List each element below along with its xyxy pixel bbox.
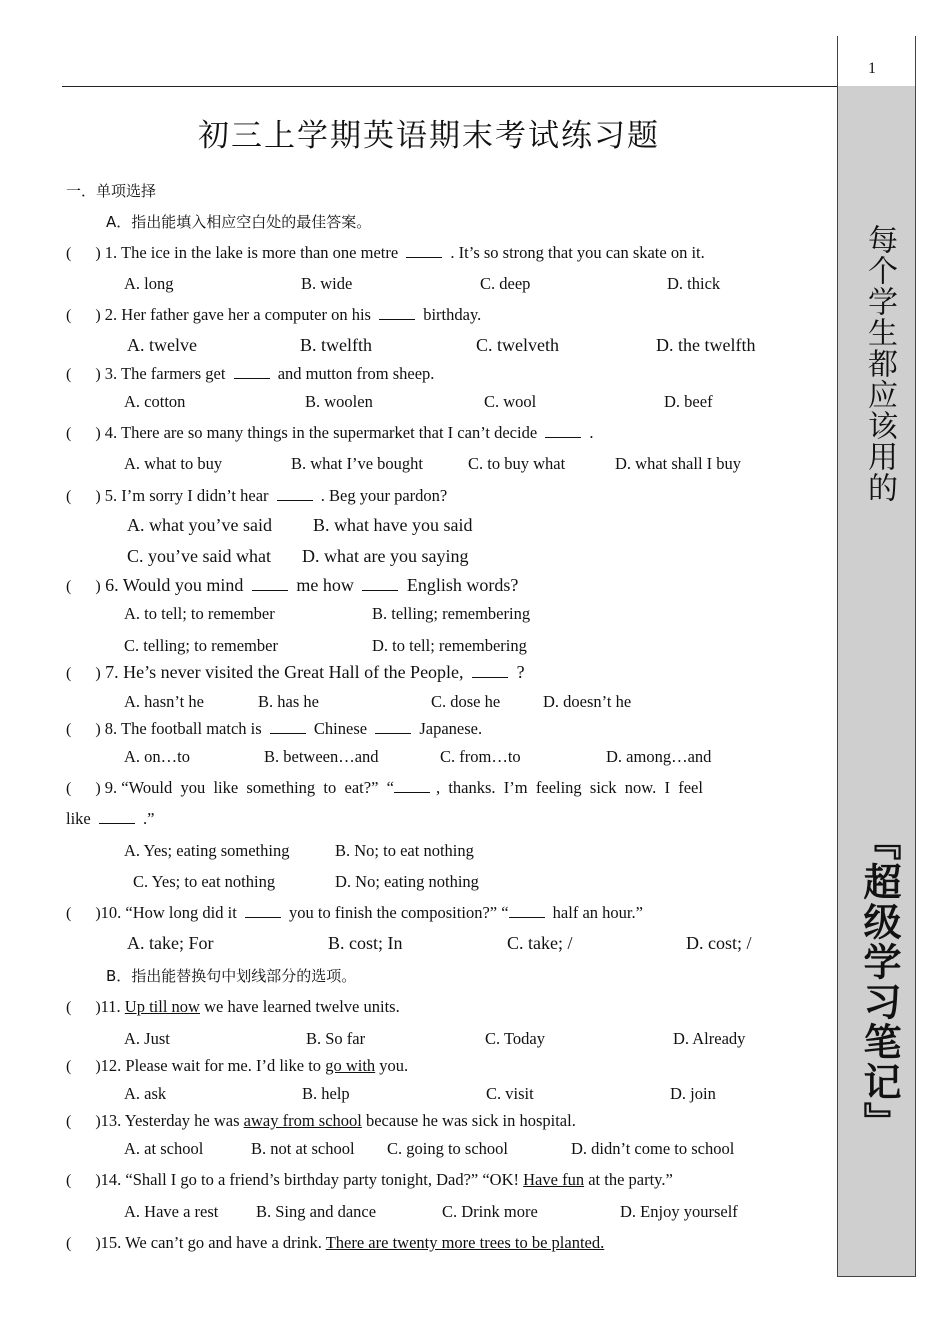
question-4 <box>66 423 594 443</box>
option-d: D. join <box>670 1084 716 1103</box>
option-a: A. Yes; eating something <box>124 841 290 860</box>
answer-blank <box>472 663 508 678</box>
answer-bracket[interactable]: ( ) <box>66 245 101 262</box>
sidebar-bottom-rule <box>837 1276 916 1277</box>
option-c: C. Yes; to eat nothing <box>133 872 276 891</box>
option-a: A. Have a rest <box>124 1202 219 1221</box>
option-d: D. to tell; remembering <box>372 636 527 655</box>
option-c: C. visit <box>486 1084 534 1103</box>
question-8 <box>66 719 482 739</box>
option-d: D. No; eating nothing <box>335 872 479 891</box>
question-text: ? <box>516 662 525 682</box>
option-a: A. on…to <box>124 747 190 766</box>
question-9 <box>66 778 703 798</box>
question-6 <box>66 575 518 596</box>
answer-blank <box>379 305 415 320</box>
question-text: . <box>589 423 594 442</box>
option-b: B. No; to eat nothing <box>335 841 474 860</box>
question-5 <box>66 486 447 506</box>
option-b: B. between…and <box>264 747 379 766</box>
question-text: . It’s so strong that you can skate on it. <box>450 243 705 262</box>
answer-blank <box>545 423 581 438</box>
question-11 <box>66 997 400 1017</box>
question-number: 8. <box>104 719 118 738</box>
option-a: A. to tell; to remember <box>124 604 275 623</box>
question-text: Her father gave her a computer on his <box>121 305 371 324</box>
underlined-phrase: There are twenty more trees to be planted. <box>325 1233 605 1252</box>
question-2 <box>66 305 481 325</box>
question-text: Would you mind <box>122 575 244 595</box>
answer-bracket[interactable]: ( ) <box>66 1058 101 1075</box>
part-b-instruction: B．指出能替换句中划线部分的选项。 <box>106 967 357 985</box>
option-b: B. cost; In <box>328 933 403 953</box>
option-b: B. what have you said <box>313 515 473 535</box>
option-d: D. Already <box>673 1029 746 1048</box>
sidebar-left-border <box>837 36 838 1276</box>
option-d: D. beef <box>664 392 713 411</box>
question-text: because he was sick in hospital. <box>365 1111 576 1130</box>
part-a-instruction: A．指出能填入相应空白处的最佳答案。 <box>106 213 372 231</box>
option-c: C. from…to <box>440 747 521 766</box>
answer-blank <box>406 243 442 258</box>
question-number: 10. <box>100 903 122 922</box>
answer-bracket[interactable]: ( ) <box>66 488 101 505</box>
answer-blank <box>394 778 430 793</box>
question-13 <box>66 1111 576 1131</box>
answer-bracket[interactable]: ( ) <box>66 999 101 1016</box>
question-number: 11. <box>100 997 121 1016</box>
option-d: D. Enjoy yourself <box>620 1202 738 1221</box>
answer-bracket[interactable]: ( ) <box>66 425 101 442</box>
option-a: A. what you’ve said <box>127 515 272 535</box>
underlined-phrase: go with <box>325 1056 376 1075</box>
question-text: “Shall I go to a friend’s birthday party tonight, Dad?” “OK! <box>125 1170 520 1189</box>
question-10 <box>66 903 643 923</box>
option-d: D. doesn’t he <box>543 692 632 711</box>
underlined-phrase: Have fun <box>523 1170 585 1189</box>
question-number: 5. <box>104 486 118 505</box>
page-title: 初三上学期英语期末考试练习题 <box>198 118 660 154</box>
option-d: D. among…and <box>606 747 712 766</box>
underlined-phrase: Up till now <box>124 997 200 1016</box>
question-9-continued <box>66 809 154 829</box>
question-14 <box>66 1170 673 1190</box>
answer-bracket[interactable]: ( ) <box>66 1172 101 1189</box>
question-text: Please wait for me. I’d like to <box>125 1056 322 1075</box>
answer-blank <box>375 719 411 734</box>
answer-blank <box>252 576 288 591</box>
option-b: B. what I’ve bought <box>291 454 423 473</box>
option-a: A. take; For <box>127 933 214 953</box>
answer-blank <box>509 903 545 918</box>
option-d: D. the twelfth <box>656 335 756 355</box>
option-c: C. you’ve said what <box>127 546 271 566</box>
sidebar-slogan: 每个学生都应该用的 <box>862 224 897 503</box>
question-number: 9. <box>104 778 118 797</box>
option-a: A. what to buy <box>124 454 223 473</box>
answer-blank <box>270 719 306 734</box>
answer-bracket[interactable]: ( ) <box>66 780 101 797</box>
sidebar-brand: 『超级学习笔记』 <box>857 822 901 1142</box>
question-text: birthday. <box>423 305 482 324</box>
answer-blank <box>362 576 398 591</box>
question-number: 12. <box>100 1056 122 1075</box>
answer-bracket[interactable]: ( ) <box>66 366 101 383</box>
answer-bracket[interactable]: ( ) <box>66 578 101 595</box>
option-b: B. twelfth <box>300 335 372 355</box>
option-a: A. hasn’t he <box>124 692 204 711</box>
question-number: 13. <box>100 1111 122 1130</box>
question-text: I’m sorry I didn’t hear <box>121 486 269 505</box>
answer-blank <box>99 809 135 824</box>
option-c: C. deep <box>480 274 531 293</box>
option-d: D. what shall I buy <box>615 454 742 473</box>
section-heading: 一．单项选择 <box>66 182 157 200</box>
answer-bracket[interactable]: ( ) <box>66 1113 101 1130</box>
question-text: The ice in the lake is more than one metre <box>120 243 399 262</box>
question-text: We can’t go and have a drink. <box>125 1233 322 1252</box>
option-c: C. Today <box>485 1029 545 1048</box>
question-text: Yesterday he was <box>124 1111 240 1130</box>
question-text: Japanese. <box>419 719 483 738</box>
sidebar-right-border <box>915 36 916 1276</box>
option-b: B. telling; remembering <box>372 604 531 623</box>
option-b: B. not at school <box>251 1139 355 1158</box>
question-text: and mutton from sheep. <box>277 364 435 383</box>
answer-bracket[interactable]: ( ) <box>66 665 101 682</box>
question-text: we have learned twelve units. <box>204 997 400 1016</box>
option-c: C. dose he <box>431 692 501 711</box>
question-text: “Would you like something to eat?” “ <box>121 778 394 797</box>
header-rule <box>62 86 916 87</box>
underlined-phrase: away from school <box>243 1111 362 1130</box>
option-d: D. what are you saying <box>302 546 469 566</box>
option-b: B. has he <box>258 692 319 711</box>
answer-bracket[interactable]: ( ) <box>66 307 101 324</box>
option-b: B. So far <box>306 1029 366 1048</box>
option-b: B. woolen <box>305 392 373 411</box>
question-text: . Beg your pardon? <box>320 486 448 505</box>
question-text: He’s never visited the Great Hall of the People, <box>123 662 464 682</box>
answer-bracket[interactable]: ( ) <box>66 1235 101 1252</box>
option-a: A. twelve <box>127 335 197 355</box>
question-text: “How long did it <box>125 903 237 922</box>
question-text: like <box>66 809 91 828</box>
answer-blank <box>234 364 270 379</box>
option-c: C. wool <box>484 392 537 411</box>
option-d: D. didn’t come to school <box>571 1139 735 1158</box>
page-number: 1 <box>868 60 876 77</box>
option-c: C. going to school <box>387 1139 509 1158</box>
option-c: C. twelveth <box>476 335 559 355</box>
question-number: 1. <box>104 243 118 262</box>
question-text: me how <box>296 575 354 595</box>
question-number: 4. <box>104 423 118 442</box>
option-a: A. long <box>124 274 174 293</box>
question-text: There are so many things in the supermarket that I can’t decide <box>120 423 538 442</box>
answer-blank <box>245 903 281 918</box>
question-number: 2. <box>104 305 118 324</box>
option-a: A. Just <box>124 1029 170 1048</box>
question-12 <box>66 1056 408 1076</box>
question-number: 7. <box>105 662 119 682</box>
option-a: A. ask <box>124 1084 167 1103</box>
question-text: at the party.” <box>588 1170 673 1189</box>
option-c: C. telling; to remember <box>124 636 278 655</box>
question-number: 15. <box>100 1233 122 1252</box>
option-c: C. to buy what <box>468 454 566 473</box>
question-text: .” <box>143 809 155 828</box>
option-a: A. cotton <box>124 392 186 411</box>
question-text: , thanks. I’m feeling sick now. I feel <box>435 778 703 797</box>
option-b: B. wide <box>301 274 353 293</box>
question-text: The farmers get <box>120 364 226 383</box>
question-3 <box>66 364 434 384</box>
answer-blank <box>277 486 313 501</box>
option-c: C. take; / <box>507 933 573 953</box>
question-1 <box>66 243 705 263</box>
question-text: you to finish the composition?” “ <box>289 903 509 922</box>
question-text: English words? <box>406 575 519 595</box>
option-b: B. Sing and dance <box>256 1202 377 1221</box>
question-text: you. <box>379 1056 409 1075</box>
question-text: The football match is <box>120 719 262 738</box>
question-number: 6. <box>105 575 119 595</box>
question-number: 3. <box>104 364 118 383</box>
option-d: D. cost; / <box>686 933 752 953</box>
answer-bracket[interactable]: ( ) <box>66 905 101 922</box>
option-d: D. thick <box>667 274 721 293</box>
option-a: A. at school <box>124 1139 204 1158</box>
answer-bracket[interactable]: ( ) <box>66 721 101 738</box>
question-text: half an hour.” <box>552 903 643 922</box>
question-7 <box>66 662 525 683</box>
option-b: B. help <box>302 1084 350 1103</box>
option-c: C. Drink more <box>442 1202 538 1221</box>
question-number: 14. <box>100 1170 122 1189</box>
question-text: Chinese <box>313 719 368 738</box>
question-15 <box>66 1233 604 1253</box>
